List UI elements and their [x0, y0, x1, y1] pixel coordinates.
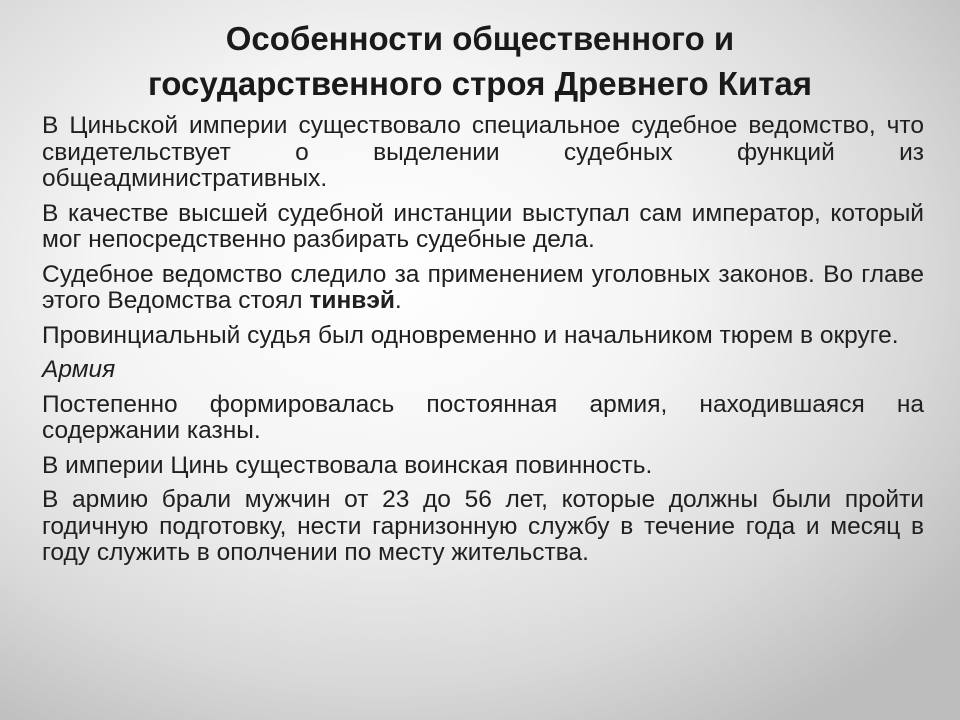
paragraph-conscription-age: В армию брали мужчин от 23 до 56 лет, которые должны были пройти годичную подготовку, нести гарнизонную службу в течение года и месяц в году служить в ополчении по месту жительства.	[42, 486, 924, 566]
slide-title-line-1: Особенности общественного и	[225, 20, 735, 57]
paragraph-provincial-judge: Провинциальный судья был одновременно и начальником тюрем в округе.	[42, 321, 899, 349]
slide-title-line-2: государственного строя Древнего Китая	[148, 65, 812, 102]
slide-title	[40, 16, 920, 106]
paragraph-military-duty: В империи Цинь существовала воинская повинность.	[42, 451, 653, 479]
paragraph-qin-judicial-department: В Циньской империи существовало специальное судебное ведомство, что свидетельствует о выделении судебных функций из общеадминистративных.	[42, 112, 924, 192]
paragraph-emperor-supreme-court: В качестве высшей судебной инстанции выступал сам император, который мог непосредственно разбирать судебные дела.	[42, 199, 924, 253]
paragraph-criminal-laws-text: Судебное ведомство следило за применением уголовных законов. Во главе этого Ведомства стоял	[42, 260, 924, 314]
paragraph-standing-army: Постепенно формировалась постоянная армия, находившаяся на содержании казны.	[42, 390, 924, 444]
slide-body	[42, 113, 924, 575]
term-tinwei: тинвэй	[309, 287, 395, 314]
section-heading-army: Армия	[42, 356, 116, 383]
paragraph-criminal-laws-end: .	[394, 287, 402, 314]
paragraph-criminal-laws	[42, 262, 924, 315]
